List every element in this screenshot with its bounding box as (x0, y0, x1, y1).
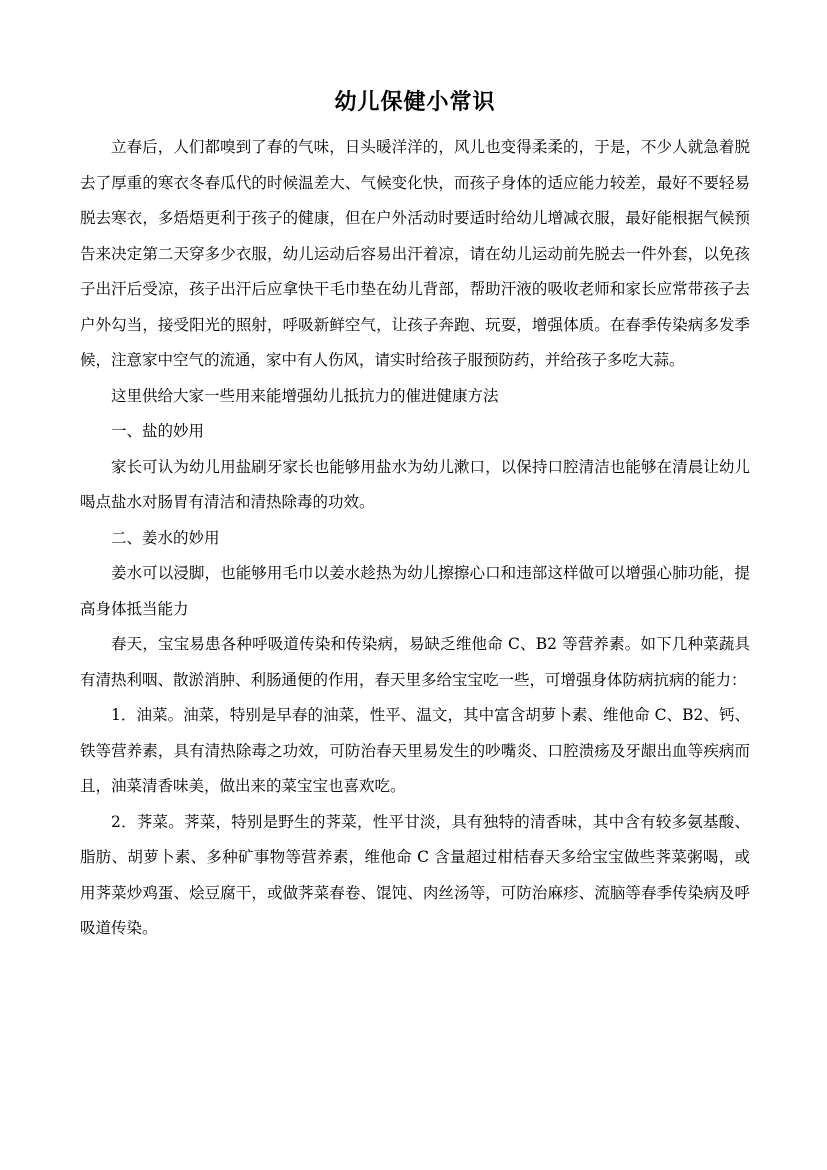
section-heading-ginger: 二、姜水的妙用 (111, 528, 220, 547)
document-title: 幼儿保健小常识 (334, 90, 496, 115)
document-page (80, 88, 750, 947)
paragraph-ginger: 姜水可以浸脚，也能够用毛巾以姜水趁热为幼儿擦擦心口和违部这样做可以增强心肺功能，提高身体抵当能力 (80, 564, 750, 618)
paragraph-intro: 立春后，人们都嗅到了春的气味，日头暖洋洋的，风儿也变得柔柔的，于是，不少人就急着脱去了厚重的寒衣冬春瓜代的时候温差大、气候变化快，而孩子身体的适应能力较差，最好不要轻易脱去寒衣，多焐焐更利于孩子的健康，但在户外活动时要适时给幼儿增减衣服，最好能根据气候预告来决定第二天穿多少衣服，幼儿运动后容易出汗着凉，请在幼儿运动前先脱去一件外套，以免孩子出汗后受凉，孩子出汗后应拿快干毛巾垫在幼儿背部，帮助汗液的吸收老师和家长应常带孩子去户外勾当，接受阳光的照射，呼吸新鲜空气，让孩子奔跑、玩耍，增强体质。在春季传染病多发季候，注意家中空气的流通，家中有人伤风，请实时给孩子服预防药，并给孩子多吃大蒜。 (80, 138, 750, 369)
section-heading-salt: 一、盐的妙用 (111, 422, 205, 440)
paragraph-vegetables-intro: 春天，宝宝易患各种呼吸道传染和传染病，易缺乏维他命 C、B2 等营养素。如下几种菜蔬具有清热利咽、散淤消肿、利肠通便的作用，春天里多给宝宝吃一些，可增强身体防病抗病的能力： (80, 635, 750, 689)
paragraph-salt: 家长可认为幼儿用盐刷牙家长也能够用盐水为幼儿漱口，以保持口腔清洁也能够在清晨让幼儿喝点盐水对肠胃有清洁和清热除毒的功效。 (80, 457, 750, 511)
list-item-rapeseed: 1．油菜。油菜，特别是早春的油菜，性平、温文，其中富含胡萝卜素、维他命 C、B2、钙、铁等营养素，具有清热除毒之功效，可防治春天里易发生的吵嘴炎、口腔溃疡及牙龈出血等疾病而且，油菜清香味美，做出来的菜宝宝也喜欢吃。 (80, 706, 750, 795)
list-item-shepherds-purse: 2．荠菜。荠菜，特别是野生的荠菜，性平甘淡，具有独特的清香味，其中含有较多氨基酸、脂肪、胡萝卜素、多种矿事物等营养素，维他命 C 含量超过柑桔春天多给宝宝做些荠菜粥喝，或用荠菜炒鸡蛋、烩豆腐干，或做荠菜春卷、馄饨、肉丝汤等，可防治麻疹、流脑等春季传染病及呼吸道传染。 (80, 812, 750, 937)
paragraph-methods-intro: 这里供给大家一些用来能增强幼儿抵抗力的催进健康方法 (111, 386, 499, 405)
